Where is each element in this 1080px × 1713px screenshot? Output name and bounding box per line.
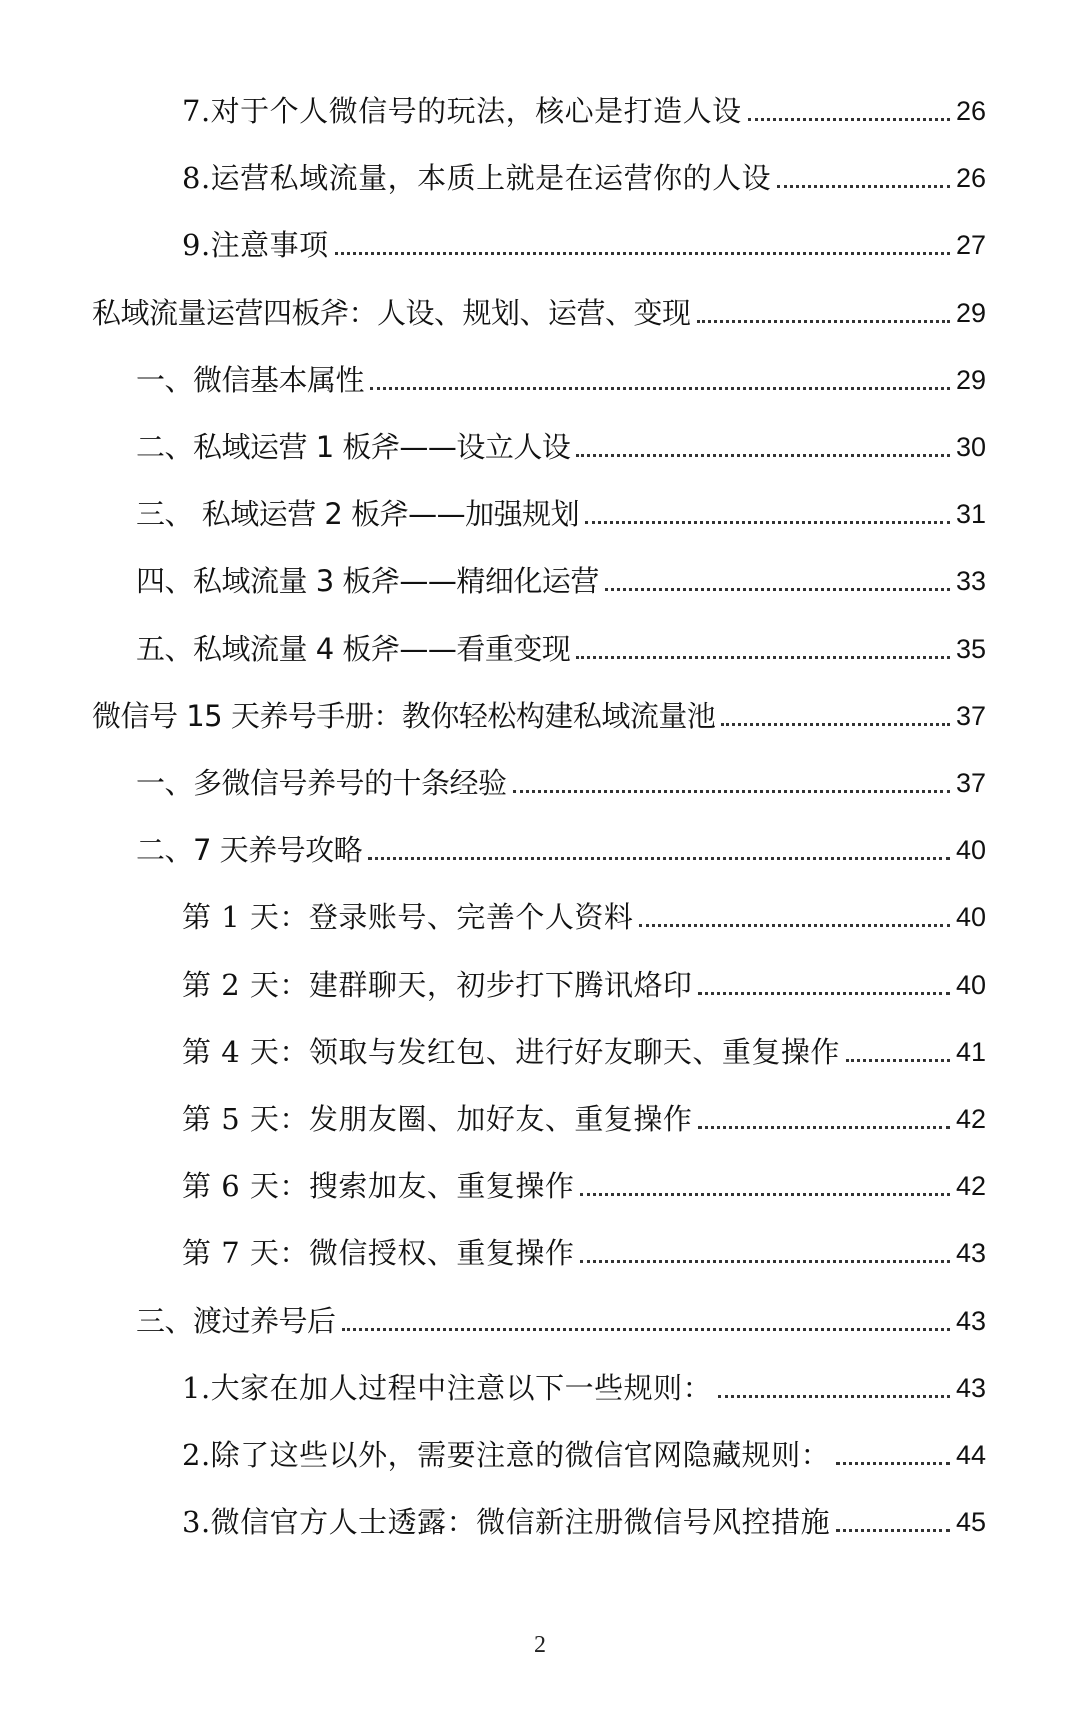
toc-entry-title: 二、7 天养号攻略: [136, 833, 363, 867]
toc-dot-leader: [580, 1260, 950, 1263]
toc-entry-page: 30: [955, 432, 986, 462]
toc-entry[interactable]: [182, 83, 986, 131]
toc-dot-leader: [748, 118, 950, 121]
toc-entry-page: 29: [955, 365, 986, 395]
toc-entry[interactable]: [136, 486, 986, 534]
toc-entry[interactable]: [182, 217, 986, 265]
toc-entry-title: 五、私域流量 4 板斧——看重变现: [136, 632, 571, 666]
toc-entry-title: 第 2 天：建群聊天，初步打下腾讯烙印: [182, 968, 693, 1002]
toc-entry[interactable]: [182, 1360, 986, 1408]
toc-entry[interactable]: [182, 1225, 986, 1273]
toc-entry-page: 26: [955, 96, 986, 126]
toc-entry-title: 微信号 15 天养号手册：教你轻松构建私域流量池: [92, 699, 716, 733]
toc-entry-page: 35: [955, 634, 986, 664]
toc-entry-title: 三、渡过养号后: [136, 1304, 336, 1338]
toc-dot-leader: [513, 790, 950, 793]
toc-dot-leader: [580, 1193, 950, 1196]
toc-entry[interactable]: [92, 285, 986, 333]
toc-entry-title: 第 7 天：微信授权、重复操作: [182, 1236, 575, 1270]
toc-entry[interactable]: [182, 1427, 986, 1475]
toc-dot-leader: [698, 992, 950, 995]
toc-entry-title: 3.微信官方人士透露：微信新注册微信号风控措施: [182, 1505, 831, 1539]
toc-dot-leader: [342, 1328, 950, 1331]
toc-entry-page: 40: [955, 835, 986, 865]
toc-entry-page: 40: [955, 902, 986, 932]
toc-entry-page: 33: [955, 566, 986, 596]
toc-entry[interactable]: [182, 1494, 986, 1542]
toc-entry[interactable]: [182, 957, 986, 1005]
toc-dot-leader: [335, 252, 950, 255]
toc-entry-page: 41: [955, 1037, 986, 1067]
toc-entry[interactable]: [136, 352, 986, 400]
toc-entry-page: 40: [955, 970, 986, 1000]
toc-dot-leader: [718, 1395, 950, 1398]
toc-entry-title: 9.注意事项: [182, 228, 329, 262]
toc-dot-leader: [370, 387, 950, 390]
toc-dot-leader: [576, 656, 950, 659]
toc-entry-title: 第 5 天：发朋友圈、加好友、重复操作: [182, 1102, 693, 1136]
toc-entry[interactable]: [136, 621, 986, 669]
toc-entry-page: 43: [955, 1306, 986, 1336]
toc-dot-leader: [721, 723, 950, 726]
toc-entry-title: 7.对于个人微信号的玩法，核心是打造人设: [182, 94, 742, 128]
toc-dot-leader: [697, 320, 950, 323]
toc-entry-page: 42: [955, 1104, 986, 1134]
toc-entry-page: 42: [955, 1171, 986, 1201]
toc-dot-leader: [368, 857, 950, 860]
toc-dot-leader: [605, 588, 950, 591]
toc-dot-leader: [698, 1126, 950, 1129]
toc-entry-title: 2.除了这些以外，需要注意的微信官网隐藏规则：: [182, 1438, 831, 1472]
toc-entry[interactable]: [136, 1293, 986, 1341]
toc-entry-title: 一、微信基本属性: [136, 363, 365, 397]
toc-dot-leader: [846, 1059, 950, 1062]
toc-entry-title: 一、多微信号养号的十条经验: [136, 766, 507, 800]
toc-entry-title: 四、私域流量 3 板斧——精细化运营: [136, 564, 599, 598]
toc-dot-leader: [836, 1529, 950, 1532]
toc-entry-page: 37: [955, 768, 986, 798]
toc-entry[interactable]: [182, 1091, 986, 1139]
toc-entry-page: 29: [955, 298, 986, 328]
toc-dot-leader: [585, 521, 950, 524]
toc-entry-title: 私域流量运营四板斧：人设、规划、运营、变现: [92, 296, 691, 330]
toc-entry[interactable]: [136, 419, 986, 467]
toc-entry-page: 44: [955, 1440, 986, 1470]
toc-entry-title: 第 1 天：登录账号、完善个人资料: [182, 900, 634, 934]
toc-entry-title: 1.大家在加人过程中注意以下一些规则：: [182, 1371, 713, 1405]
toc-entry-title: 8.运营私域流量，本质上就是在运营你的人设: [182, 161, 772, 195]
toc-entry-page: 27: [955, 230, 986, 260]
toc-entry-page: 45: [955, 1507, 986, 1537]
toc-entry-page: 26: [955, 163, 986, 193]
toc-entry[interactable]: [136, 553, 986, 601]
toc-entry-page: 37: [955, 701, 986, 731]
toc-entry[interactable]: [182, 889, 986, 937]
toc-entry-title: 二、私域运营 1 板斧——设立人设: [136, 430, 571, 464]
toc-entry-title: 第 4 天：领取与发红包、进行好友聊天、重复操作: [182, 1035, 840, 1069]
toc-entry[interactable]: [182, 150, 986, 198]
toc-dot-leader: [639, 924, 950, 927]
toc-entry-page: 31: [955, 499, 986, 529]
toc-dot-leader: [576, 454, 950, 457]
toc-dot-leader: [777, 185, 950, 188]
toc-entry-page: 43: [955, 1238, 986, 1268]
toc-entry[interactable]: [136, 822, 986, 870]
toc-dot-leader: [836, 1462, 950, 1465]
toc-entry[interactable]: [92, 688, 986, 736]
toc-entry-title: 第 6 天：搜索加友、重复操作: [182, 1169, 575, 1203]
page-number: 2: [534, 1632, 546, 1658]
toc-entry[interactable]: [182, 1158, 986, 1206]
toc-entry-page: 43: [955, 1373, 986, 1403]
toc-entry[interactable]: [136, 755, 986, 803]
toc-entry-title: 三、 私域运营 2 板斧——加强规划: [136, 497, 580, 531]
toc-entry[interactable]: [182, 1024, 986, 1072]
